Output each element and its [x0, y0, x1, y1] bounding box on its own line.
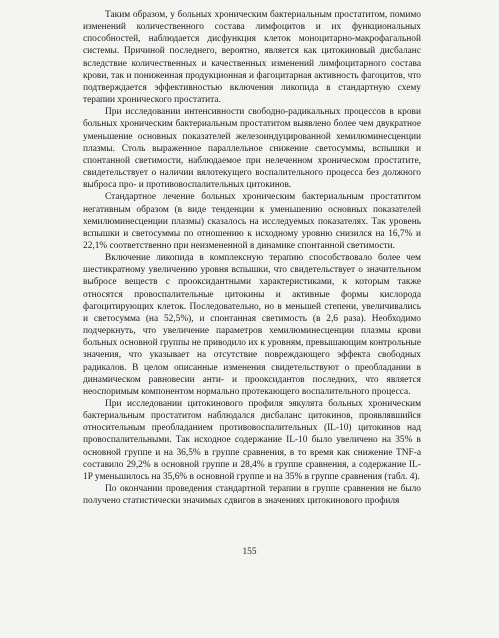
- paragraph-2: При исследовании интенсивности свободно-радикальных процессов в крови больных хроническим бактериальным простатитом выявлено более чем двукратное уменьшение основных показателей железоиндуцированной хемилюминесценции плазмы. Столь выраженное параллельное снижение светосуммы, вспышки и спонтанной светимости, наблюдаемое при нелеченном хроническом простатите, свидетельствует о наличии вялотекущего воспалительного процесса без должного выброса про- и противовоспалительных цитокинов.: [83, 107, 421, 191]
- document-body: [83, 9, 421, 507]
- paragraph-3: Стандартное лечение больных хроническим бактериальным простатитом негативным образом (в виде тенденции к уменьшению основных показателей хемилюминесценции плазмы) сказалось на исследуемых показателях. Так уровень вспышки и светосуммы по отношению к исходному уровню снизился на 16,7% и 22,1% соответственно при неизмененной в динамике спонтанной светимости.: [83, 192, 421, 251]
- paragraph-6: По окончании проведения стандартной терапии в группе сравнения не было получено статистически значимых сдвигов в значениях цитокинового профиля: [83, 484, 421, 507]
- page-number: 155: [242, 547, 257, 557]
- paragraph-1: Таким образом, у больных хроническим бактериальным простатитом, помимо изменений количественного состава лимфоцитов и их функциональных способностей, наблюдается дисфункция клеток моноцитарно-макрофагальной системы. Причиной последнего, вероятно, является как цитокиновый дисбаланс вследствие количественных и качественных изменений лимфоцитарного состава крови, так и пониженная продукционная и фагоцитарная активность фагоцитов, что подтверждается эффективностью включения ликопида в стандартную схему терапии хронического простатита.: [83, 10, 421, 106]
- paragraph-5: При исследовании цитокинового профиля эякулята больных хроническим бактериальным простатитом наблюдался дисбаланс цитокинов, проявлявшийся относительным преобладанием противовоспалительных (IL-10) цитокинов над провоспалительными. Так исходное содержание IL-10 было увеличено на 35% в основной группе и на 36,5% в группе сравнения, в то время как снижение TNF-a составило 29,2% в основной группе и 28,4% в группе сравнения, а содержание IL-1P уменьшилось на 35,6% в основной группе и на 35% в группе сравнения (табл. 4).: [83, 399, 421, 482]
- paragraph-4: Включение ликопида в комплексную терапию способствовало более чем шестикратному увеличению уровня вспышки, что свидетельствует о значительном выбросе веществ с прооксидантными характеристиками, к которым также относятся провоспалительные цитокины и активные формы кислорода фагоцитирующих клеток. Последовательно, но в меньшей степени, увеличивались и светосумма (на 52,5%), и спонтанная светимость (в 2,6 раза). Необходимо подчеркнуть, что увеличение параметров хемилюминесценции плазмы крови больных основной группы не приводило их к уровням, превышающим контрольные значения, что указывает на отсутствие повреждающего эффекта свободных радикалов. В целом описанные изменения свидетельствуют о преобладании в динамическом равновесии анти- и прооксидантов последних, что является неоспоримым компонентом нормально протекающего воспалительного процесса.: [83, 253, 421, 397]
